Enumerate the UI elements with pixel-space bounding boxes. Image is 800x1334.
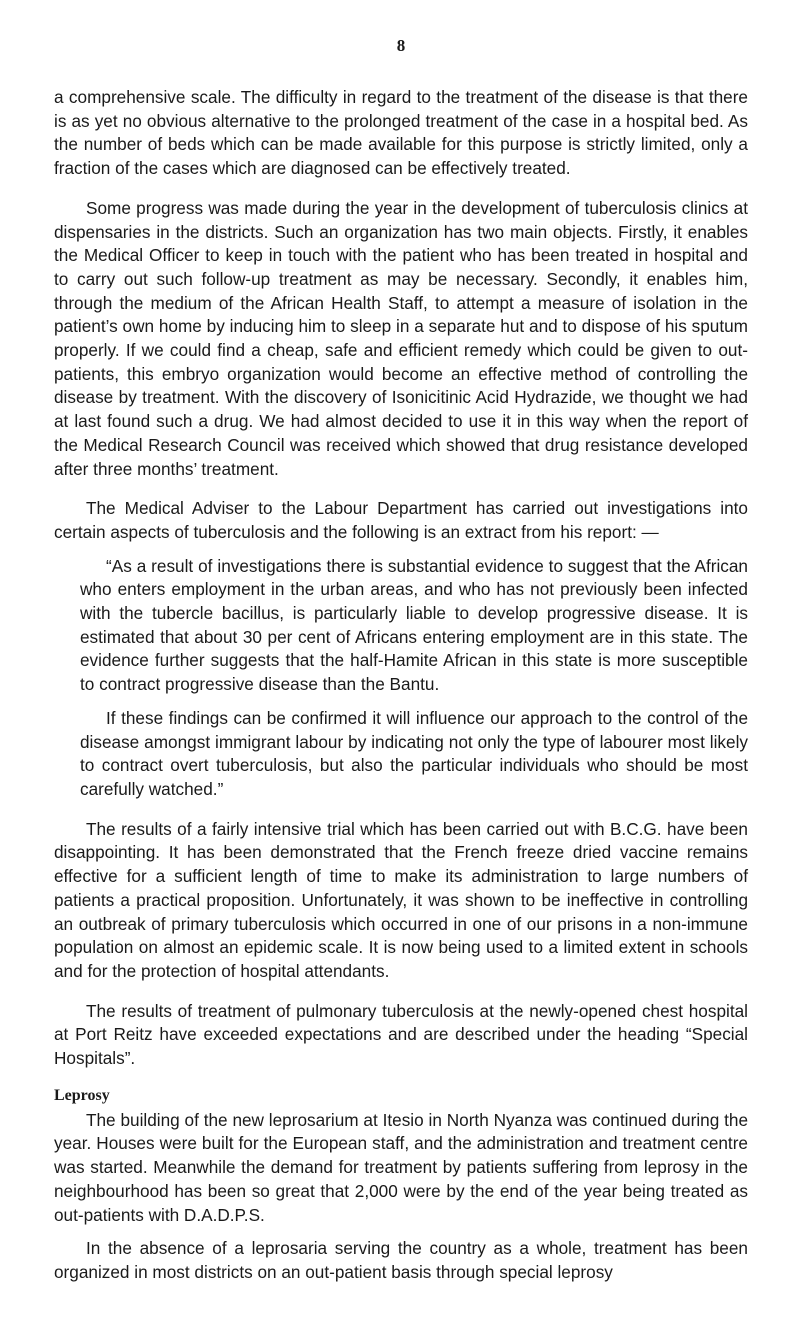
page-number: 8: [396, 36, 406, 55]
paragraph-leprosarium: The building of the new leprosarium at Itesio in North Nyanza was continued during the year. Houses were built for the European staff, and the administration and treatment centre was started. Meanwhile the demand for treatment by patients suffering from leprosy in the neighbourhood has been so great that 2,000 were by the end of the year being treated as out-patients with D.A.D.P.S.: [54, 1109, 748, 1225]
section-heading-leprosy: Leprosy: [54, 1086, 110, 1104]
paragraph-leprosy-treatment: In the absence of a leprosaria serving the country as a whole, treatment has been organized in most districts on an out-patient basis through special leprosy: [54, 1238, 748, 1282]
quote-investigations: “As a result of investigations there is substantial evidence to suggest that the African who enters employment in the urban areas, and who has not previously been infected with the tubercle bacillus, is particularly liable to develop progressive disease. It is estimated that about 30 per cent of Africans entering employment are in this state. The evidence further suggests that the half-Hamite African in this state is more susceptible to contract progressive disease than the Bantu.: [80, 555, 748, 695]
quote-findings: If these findings can be confirmed it will influence our approach to the control of the disease amongst immigrant labour by indicating not only the type of labourer most likely to contract overt tuberculosis, but also the particular individuals who should be most carefully watched.”: [80, 707, 748, 799]
paragraph-tuberculosis-clinics: Some progress was made during the year in the development of tuberculosis clinics at dispensaries in the districts. Such an organization has two main objects. Firstly, it enables the Medical Officer to keep in touch with the patient who has been treated in hospital and to carry out such follow-up treatment as may be necessary. Secondly, it enables him, through the medium of the African Health Staff, to attempt a measure of isolation in the patient’s own home by inducing him to sleep in a separate hut and to dispose of his sputum properly. If we could find a cheap, safe and efficient remedy which could be given to out-patients, this embryo organization would become an effective method of controlling the disease by treatment. With the discovery of Isonicitinic Acid Hydrazide, we thought we had at last found such a drug. We had almost decided to use it in this way when the report of the Medical Research Council was received which showed that drug resistance developed after three months’ treatment.: [54, 197, 748, 479]
paragraph-labour-department: The Medical Adviser to the Labour Department has carried out investigations into certain aspects of tuberculosis and the following is an extract from his report: —: [54, 498, 748, 542]
paragraph-bcg-trial: The results of a fairly intensive trial which has been carried out with B.C.G. have been disappointing. It has been demonstrated that the French freeze dried vaccine remains effective for a sufficient length of time to make its administration to large numbers of patients a practical proposition. Unfortunately, it was shown to be ineffective in controlling an outbreak of primary tuberculosis which occurred in one of our prisons in a non-immune population on almost an epidemic scale. It is now being used to a limited extent in schools and for the protection of hospital attendants.: [54, 818, 748, 981]
paragraph-continuation: a comprehensive scale. The difficulty in regard to the treatment of the disease is that there is as yet no obvious alternative to the prolonged treatment of the case in a hospital bed. As the number of beds which can be made available for this purpose is strictly limited, only a fraction of the cases which are diagnosed can be effectively treated.: [54, 87, 748, 179]
document-page: [54, 36, 748, 1285]
paragraph-port-reitz: The results of treatment of pulmonary tuberculosis at the newly-opened chest hospital at Port Reitz have exceeded expectations and are described under the heading “Special Hospitals”.: [54, 1000, 748, 1069]
